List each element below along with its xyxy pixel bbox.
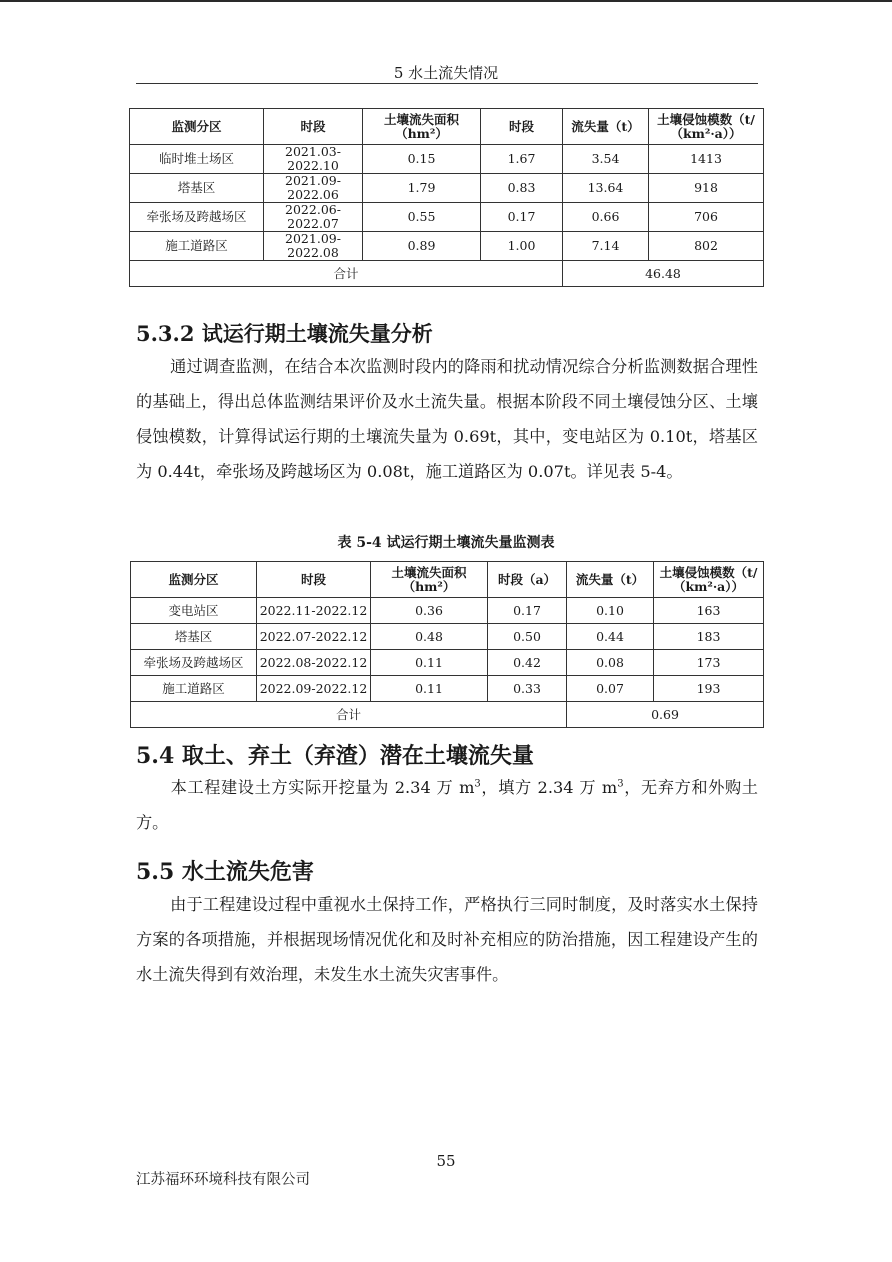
table-cell: 1413 (649, 145, 764, 174)
total-value: 0.69 (567, 702, 764, 728)
table-cell: 2021.03-2022.10 (264, 145, 363, 174)
paragraph-text-a: 本工程建设土方实际开挖量为 2.34 万 m (170, 778, 475, 797)
table-cell: 0.50 (488, 624, 567, 650)
column-header: 时段 (481, 109, 563, 145)
column-header: 时段 (264, 109, 363, 145)
superscript: 3 (617, 778, 624, 790)
table-cell: 变电站区 (131, 598, 257, 624)
page-top-border (0, 0, 892, 2)
column-header: 时段（a） (488, 562, 567, 598)
table-cell: 183 (654, 624, 764, 650)
table-cell: 2022.11-2022.12 (257, 598, 371, 624)
table-cell: 0.44 (567, 624, 654, 650)
paragraph-text: 由于工程建设过程中重视水土保持工作，严格执行三同时制度，及时落实水土保持方案的各项措施，并根据现场情况优化和及时补充相应的防治措施，因工程建设产生的水土流失得到有效治理，未发生水土流失灾害事件。 (136, 895, 758, 984)
paragraph-text-c: ，无弃方和外购土方。 (136, 778, 758, 832)
table-cell: 临时堆土场区 (130, 145, 264, 174)
table-cell: 0.48 (371, 624, 488, 650)
table-row (131, 624, 764, 650)
column-header: 监测分区 (130, 109, 264, 145)
table-cell: 0.15 (363, 145, 481, 174)
running-header: 5 水土流失情况 (393, 64, 499, 82)
table-total-row (130, 261, 764, 287)
column-header: 流失量（t） (563, 109, 649, 145)
table-cell: 牵张场及跨越场区 (130, 203, 264, 232)
table-cell: 施工道路区 (131, 676, 257, 702)
table-cell: 2021.09-2022.06 (264, 174, 363, 203)
table-row (130, 145, 764, 174)
table-cell: 塔基区 (131, 624, 257, 650)
section-heading-5-3-2: 5.3.2 试运行期土壤流失量分析 (136, 321, 433, 346)
footer-company: 江苏福环环境科技有限公司 (136, 1172, 310, 1188)
column-header: 土壤侵蚀模数（t/（km²·a）） (654, 562, 764, 598)
table-total-row (131, 702, 764, 728)
table-cell: 0.83 (481, 174, 563, 203)
table-cell: 802 (649, 232, 764, 261)
table-row (131, 598, 764, 624)
table-cell: 0.17 (481, 203, 563, 232)
column-header: 土壤流失面积（hm²） (363, 109, 481, 145)
table-cell: 2022.06-2022.07 (264, 203, 363, 232)
table-cell: 0.07 (567, 676, 654, 702)
table-cell: 0.55 (363, 203, 481, 232)
table-row (130, 174, 764, 203)
column-header: 土壤流失面积（hm²） (371, 562, 488, 598)
table-cell: 2022.08-2022.12 (257, 650, 371, 676)
table-top-header-row (130, 109, 764, 145)
table-5-4 (130, 561, 764, 728)
table-cell: 0.11 (371, 676, 488, 702)
table-cell: 13.64 (563, 174, 649, 203)
paragraph-text: 通过调查监测，在结合本次监测时段内的降雨和扰动情况综合分析监测数据合理性的基础上，得出总体监测结果评价及水土流失量。根据本阶段不同土壤侵蚀分区、土壤侵蚀模数，计算得试运行期的土壤流失量为 0.69t，其中，变电站区为 0.10t，塔基区为 0.44t，牵张场及跨越场区为 0.08t，施工道路区为 0.07t。详见表 5-4。 (136, 357, 758, 481)
table-cell: 706 (649, 203, 764, 232)
table-row (130, 232, 764, 261)
table-cell: 1.00 (481, 232, 563, 261)
table-5-4-caption: 表 5-4 试运行期土壤流失量监测表 (337, 535, 555, 551)
table-cell: 0.33 (488, 676, 567, 702)
section-5-5-paragraph (136, 887, 758, 992)
column-header: 土壤侵蚀模数（t/（km²·a）） (649, 109, 764, 145)
table-cell: 2021.09-2022.08 (264, 232, 363, 261)
table-cell: 塔基区 (130, 174, 264, 203)
column-header: 时段 (257, 562, 371, 598)
table-cell: 0.08 (567, 650, 654, 676)
table-cell: 1.67 (481, 145, 563, 174)
table-cell: 0.89 (363, 232, 481, 261)
table-row (131, 676, 764, 702)
section-5-4-paragraph (136, 770, 758, 840)
total-value: 46.48 (563, 261, 764, 287)
table-row (131, 650, 764, 676)
section-heading-5-5: 5.5 水土流失危害 (136, 859, 314, 885)
table-cell: 163 (654, 598, 764, 624)
table-row (130, 203, 764, 232)
table-cell: 施工道路区 (130, 232, 264, 261)
superscript: 3 (474, 778, 481, 790)
table-cell: 7.14 (563, 232, 649, 261)
table-cell: 1.79 (363, 174, 481, 203)
section-heading-5-4: 5.4 取土、弃土（弃渣）潜在土壤流失量 (136, 743, 534, 769)
table-cell: 0.36 (371, 598, 488, 624)
table-cell: 0.42 (488, 650, 567, 676)
table-cell: 0.17 (488, 598, 567, 624)
table-cell: 0.66 (563, 203, 649, 232)
total-label: 合计 (130, 261, 563, 287)
table-top (129, 108, 764, 287)
table-cell: 0.11 (371, 650, 488, 676)
table-cell: 2022.09-2022.12 (257, 676, 371, 702)
table-cell: 193 (654, 676, 764, 702)
table-cell: 918 (649, 174, 764, 203)
column-header: 流失量（t） (567, 562, 654, 598)
header-rule (136, 83, 758, 84)
table-5-4-header-row (131, 562, 764, 598)
paragraph-text-b: ，填方 2.34 万 m (480, 778, 618, 797)
table-cell: 牵张场及跨越场区 (131, 650, 257, 676)
table-cell: 173 (654, 650, 764, 676)
table-cell: 0.10 (567, 598, 654, 624)
table-cell: 2022.07-2022.12 (257, 624, 371, 650)
section-5-3-2-paragraph (136, 349, 758, 489)
total-label: 合计 (131, 702, 567, 728)
column-header: 监测分区 (131, 562, 257, 598)
page-number: 55 (436, 1152, 456, 1170)
table-cell: 3.54 (563, 145, 649, 174)
